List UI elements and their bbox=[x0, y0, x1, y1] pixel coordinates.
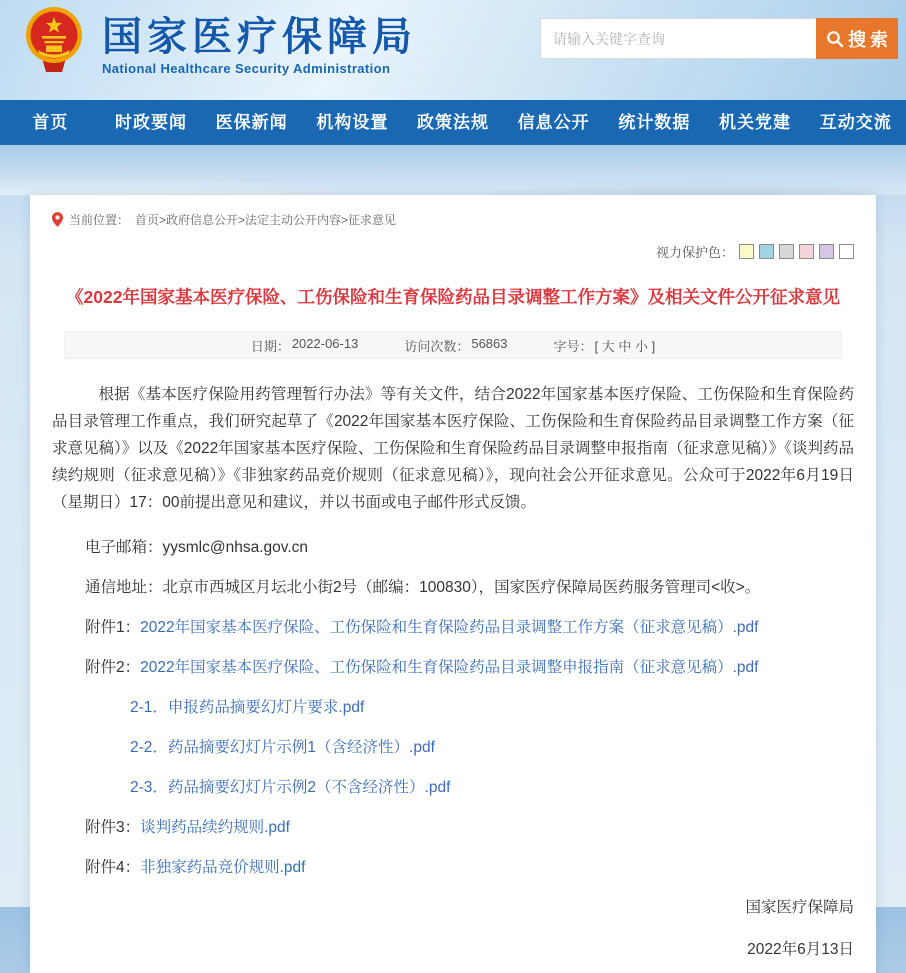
article-body bbox=[52, 381, 854, 963]
attachment-link-renewal-rules-pdf[interactable]: 谈判药品续约规则.pdf bbox=[140, 819, 290, 836]
site-title: 国家医疗保障局 bbox=[102, 15, 417, 59]
address-value: 北京市西城区月坛北小街2号（邮编：100830），国家医疗保障局医药服务管理司<收>。 bbox=[162, 579, 761, 596]
meta-visits-label: 访问次数： bbox=[404, 338, 470, 354]
nav-item-home[interactable]: 首页 bbox=[32, 113, 69, 132]
nav-item-interaction[interactable]: 互动交流 bbox=[819, 113, 892, 132]
site-banner bbox=[0, 0, 906, 100]
location-pin-icon bbox=[52, 212, 63, 227]
address-label: 通信地址： bbox=[85, 579, 163, 596]
email-value: yysmlc@nhsa.gov.cn bbox=[162, 539, 309, 556]
attachment-link-slide-example1-pdf[interactable]: 2-2．药品摘要幻灯片示例1（含经济性）.pdf bbox=[130, 739, 435, 756]
nav-item-insurance-news[interactable]: 医保新闻 bbox=[215, 113, 288, 132]
font-size-controls[interactable]: [ 大 中 小 ] bbox=[594, 338, 656, 354]
meta-fontsize-label: 字号： bbox=[553, 338, 593, 354]
attachment-link-slide-example2-pdf[interactable]: 2-3．药品摘要幻灯片示例2（不含经济性）.pdf bbox=[130, 779, 451, 796]
attachment-link-slide-requirements-pdf[interactable]: 2-1．申报药品摘要幻灯片要求.pdf bbox=[130, 699, 365, 716]
breadcrumb-label: 当前位置： bbox=[69, 213, 130, 227]
eye-protection-swatch-purple[interactable] bbox=[819, 244, 834, 259]
site-logo[interactable] bbox=[22, 6, 417, 76]
email-label: 电子邮箱： bbox=[85, 539, 163, 556]
attachment-label: 附件4： bbox=[85, 859, 141, 876]
address-line bbox=[85, 574, 854, 601]
hero-background bbox=[0, 145, 906, 195]
nav-item-policies[interactable]: 政策法规 bbox=[417, 113, 490, 132]
search-icon bbox=[826, 30, 844, 48]
nav-item-statistics[interactable]: 统计数据 bbox=[618, 113, 691, 132]
meta-visits-value: 56863 bbox=[471, 335, 508, 351]
attachment-label: 附件3： bbox=[85, 819, 141, 836]
eye-protection-swatch-pink[interactable] bbox=[799, 244, 814, 259]
attachment-row-1 bbox=[85, 614, 854, 641]
eye-protection-swatch-blue[interactable] bbox=[759, 244, 774, 259]
site-subtitle-en: National Healthcare Security Administration bbox=[102, 61, 391, 76]
nav-item-party-building[interactable]: 机关党建 bbox=[719, 113, 792, 132]
attachment-link-bidding-rules-pdf[interactable]: 非独家药品竞价规则.pdf bbox=[140, 859, 306, 876]
eye-protection-swatch-yellow[interactable] bbox=[739, 244, 754, 259]
attachment-label: 附件2： bbox=[85, 659, 141, 676]
search-bar bbox=[540, 18, 898, 59]
national-emblem-icon bbox=[22, 6, 86, 76]
attachment-row-2-3 bbox=[130, 774, 854, 801]
attachment-link-workplan-pdf[interactable]: 2022年国家基本医疗保险、工伤保险和生育保险药品目录调整工作方案（征求意见稿）.pdf bbox=[140, 619, 759, 636]
attachment-row-2-1 bbox=[130, 694, 854, 721]
attachment-row-3 bbox=[85, 814, 854, 841]
search-button-label: 搜索 bbox=[848, 29, 892, 50]
meta-date-label: 日期： bbox=[250, 338, 290, 354]
breadcrumb-path[interactable]: 首页>政府信息公开>法定主动公开内容>征求意见 bbox=[135, 213, 397, 227]
eye-protection-label: 视力保护色： bbox=[655, 245, 734, 260]
main-nav bbox=[0, 100, 906, 145]
eye-protection-row bbox=[52, 242, 854, 261]
attachment-label: 附件1： bbox=[85, 619, 141, 636]
email-line bbox=[85, 534, 854, 561]
article-meta-bar bbox=[64, 331, 842, 359]
attachment-link-guide-pdf[interactable]: 2022年国家基本医疗保险、工伤保险和生育保险药品目录调整申报指南（征求意见稿）.pdf bbox=[140, 659, 759, 676]
attachment-row-2-2 bbox=[130, 734, 854, 761]
nav-item-politics-news[interactable]: 时政要闻 bbox=[115, 113, 187, 132]
article-title: 《2022年国家基本医疗保险、工伤保险和生育保险药品目录调整工作方案》及相关文件公开征求意见 bbox=[66, 287, 840, 307]
article-paragraph: 根据《基本医疗保险用药管理暂行办法》等有关文件，结合2022年国家基本医疗保险、工伤保险和生育保险药品目录管理工作重点，我们研究起草了《2022年国家基本医疗保险、工伤保险和生育保险药品目录调整工作方案（征求意见稿）》以及《2022年国家基本医疗保险、工伤保险和生育保险药品目录调整申报指南（征求意见稿）》《谈判药品续约规则（征求意见稿）》《非独家药品竞价规则（征求意见稿）》，现向社会公开征求意见。公众可于2022年6月19日（星期日）17：00前提出意见和建议，并以书面或电子邮件形式反馈。 bbox=[52, 386, 854, 511]
signature-date: 2022年6月13日 bbox=[747, 941, 854, 958]
attachment-row-2 bbox=[85, 654, 854, 681]
signature-org: 国家医疗保障局 bbox=[745, 899, 854, 916]
search-button[interactable] bbox=[816, 18, 898, 59]
content-card bbox=[30, 195, 876, 973]
attachment-row-4 bbox=[85, 854, 854, 881]
nav-item-info-disclosure[interactable]: 信息公开 bbox=[517, 113, 590, 132]
breadcrumb bbox=[52, 195, 854, 228]
search-input[interactable] bbox=[540, 18, 816, 59]
eye-protection-swatch-white[interactable] bbox=[839, 244, 854, 259]
nav-item-organization[interactable]: 机构设置 bbox=[316, 113, 389, 132]
eye-protection-swatch-gray[interactable] bbox=[779, 244, 794, 259]
meta-date-value: 2022-06-13 bbox=[291, 335, 359, 351]
